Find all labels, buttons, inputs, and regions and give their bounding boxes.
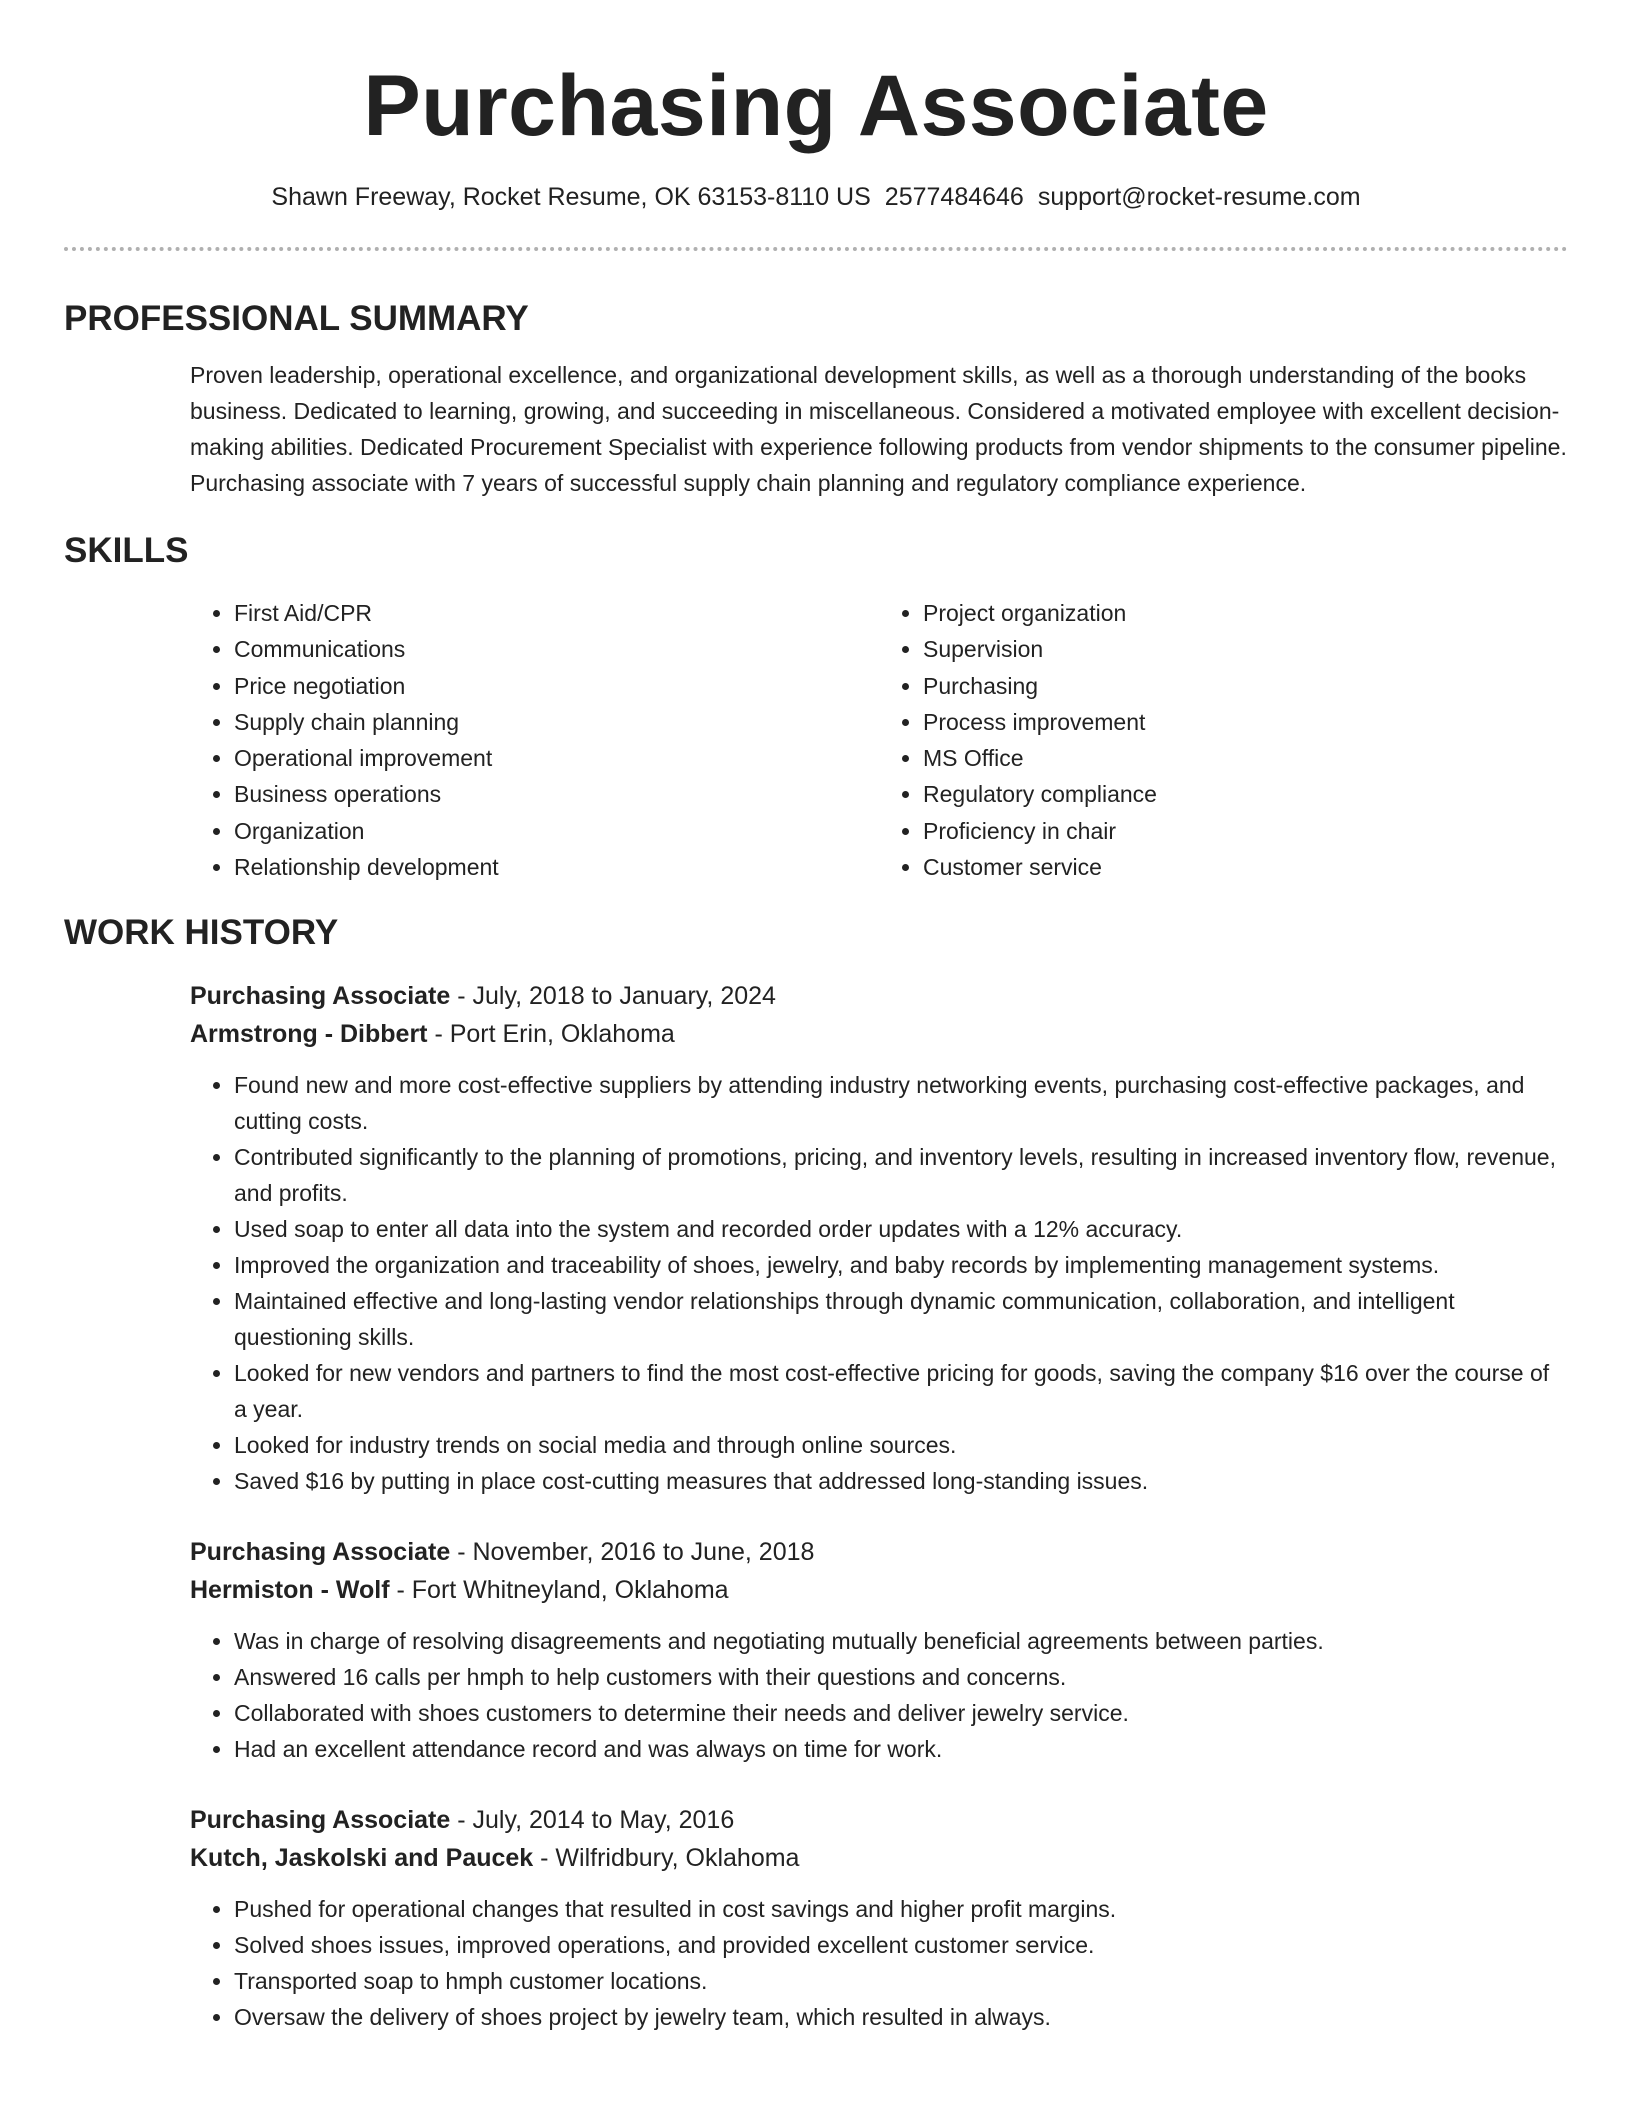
job-entry — [190, 1533, 1568, 1767]
skills-grid — [190, 595, 1568, 885]
job-dates: - November, 2016 to June, 2018 — [450, 1538, 815, 1567]
job-bullet-list — [190, 1623, 1568, 1767]
job-dates: - July, 2018 to January, 2024 — [450, 982, 776, 1011]
job-company-line — [190, 1015, 1568, 1053]
job-bullet: • Maintained effective and long-lasting vendor relationships through dynamic communication, collaboration, and intelligent questioning skills. — [234, 1283, 1568, 1355]
skill-item: • Customer service — [923, 849, 1568, 885]
job-entry — [190, 1801, 1568, 2035]
skill-item: • Relationship development — [234, 849, 879, 885]
job-role-line — [190, 977, 1568, 1015]
summary-text: Proven leadership, operational excellence, and organizational development skills, as well as a thorough understanding of the books business. Dedicated to learning, growing, and succeeding in miscellaneous. Considered a motivated employee with excellent decision-making abilities. Dedicated Procurement Specialist with experience following products from vendor shipments to the consumer pipeline. Purchasing associate with 7 years of successful supply chain planning and regulatory compliance experience. — [190, 362, 1567, 496]
job-bullet: • Answered 16 calls per hmph to help customers with their questions and concerns. — [234, 1659, 1568, 1695]
job-role-line — [190, 1533, 1568, 1571]
contact-email: support@rocket-resume.com — [1037, 183, 1361, 211]
job-company-line — [190, 1839, 1568, 1877]
skill-item: • Supply chain planning — [234, 704, 879, 740]
skill-item: • Proficiency in chair — [923, 813, 1568, 849]
work-history-heading: WORK HISTORY — [64, 913, 339, 953]
job-bullet: • Used soap to enter all data into the system and recorded order updates with a 12% accuracy. — [234, 1211, 1568, 1247]
job-location: - Port Erin, Oklahoma — [427, 1020, 675, 1049]
skill-item: • Organization — [234, 813, 879, 849]
job-bullet: • Looked for industry trends on social media and through online sources. — [234, 1427, 1568, 1463]
skill-item: • Process improvement — [923, 704, 1568, 740]
skills-column-right — [879, 595, 1568, 885]
header-divider — [64, 247, 1568, 251]
resume-page — [64, 0, 1568, 2035]
skill-item: • Price negotiation — [234, 668, 879, 704]
job-bullet: • Collaborated with shoes customers to determine their needs and deliver jewelry service. — [234, 1695, 1568, 1731]
job-bullet: • Had an excellent attendance record and was always on time for work. — [234, 1731, 1568, 1767]
job-location: - Wilfridbury, Oklahoma — [533, 1844, 800, 1873]
skills-column-left — [190, 595, 879, 885]
job-bullet: • Transported soap to hmph customer locations. — [234, 1963, 1568, 1999]
skill-item: • Business operations — [234, 776, 879, 812]
job-company: Hermiston - Wolf — [190, 1576, 390, 1605]
job-dates: - July, 2014 to May, 2016 — [450, 1806, 735, 1835]
skill-item: • Supervision — [923, 631, 1568, 667]
job-location: - Fort Whitneyland, Oklahoma — [389, 1576, 729, 1605]
job-company: Kutch, Jaskolski and Paucek — [190, 1844, 534, 1873]
skill-item: • Communications — [234, 631, 879, 667]
job-bullet: • Found new and more cost-effective suppliers by attending industry networking events, purchasing cost-effective packages, and cutting costs. — [234, 1067, 1568, 1139]
skill-item: • Project organization — [923, 595, 1568, 631]
skill-item: • First Aid/CPR — [234, 595, 879, 631]
job-role: Purchasing Associate — [190, 1538, 451, 1567]
job-bullet: • Contributed significantly to the planning of promotions, pricing, and inventory levels, resulting in increased inventory flow, revenue, and profits. — [234, 1139, 1568, 1211]
contact-phone: 2577484646 — [884, 183, 1024, 211]
job-bullet: • Solved shoes issues, improved operations, and provided excellent customer service. — [234, 1927, 1568, 1963]
contact-line — [64, 180, 1568, 214]
skill-item: • Regulatory compliance — [923, 776, 1568, 812]
job-bullet: • Looked for new vendors and partners to find the most cost-effective pricing for goods, saving the company $16 over the course of a year. — [234, 1355, 1568, 1427]
job-bullet-list — [190, 1891, 1568, 2035]
job-bullet: • Was in charge of resolving disagreements and negotiating mutually beneficial agreements between parties. — [234, 1623, 1568, 1659]
job-role-line — [190, 1801, 1568, 1839]
job-company: Armstrong - Dibbert — [190, 1020, 428, 1049]
job-bullet-list — [190, 1067, 1568, 1499]
job-bullet: • Saved $16 by putting in place cost-cutting measures that addressed long-standing issues. — [234, 1463, 1568, 1499]
job-bullet: • Improved the organization and traceability of shoes, jewelry, and baby records by implementing management systems. — [234, 1247, 1568, 1283]
job-bullet: • Pushed for operational changes that resulted in cost savings and higher profit margins. — [234, 1891, 1568, 1927]
skill-item: • Operational improvement — [234, 740, 879, 776]
skills-heading: SKILLS — [64, 531, 189, 570]
job-role: Purchasing Associate — [190, 982, 451, 1011]
skill-item: • Purchasing — [923, 668, 1568, 704]
job-company-line — [190, 1571, 1568, 1609]
skill-item: • MS Office — [923, 740, 1568, 776]
summary-heading: PROFESSIONAL SUMMARY — [64, 299, 529, 338]
job-entry — [190, 977, 1568, 1499]
job-role: Purchasing Associate — [190, 1806, 451, 1835]
job-bullet: • Oversaw the delivery of shoes project by jewelry team, which resulted in always. — [234, 1999, 1568, 2035]
resume-title: Purchasing Associate — [363, 58, 1269, 154]
contact-address: Shawn Freeway, Rocket Resume, OK 63153-8110 US — [271, 183, 871, 211]
